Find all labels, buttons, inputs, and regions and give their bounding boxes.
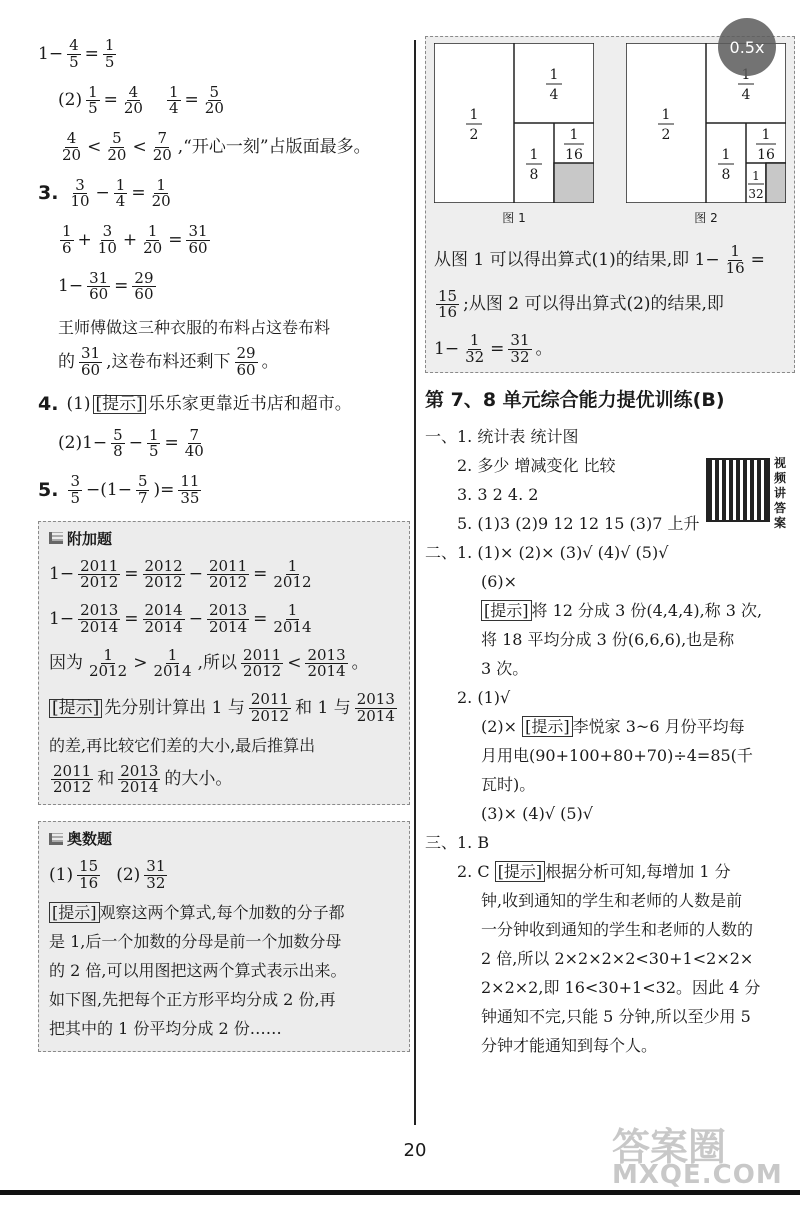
answer-line: $\frac{1}{6}$ + $\frac{3}{10}$ + $\frac{1}{20}$ = $\frac{31}{60}$ <box>62 222 208 257</box>
fraction: $\frac{11}{35}$ <box>180 472 200 507</box>
fraction: $\frac{1}{5}$ <box>104 36 115 71</box>
question-3: 3. $\frac{3}{10}$ − $\frac{1}{4}$ = $\frac{1}{20}$ <box>38 175 171 211</box>
answer-line: 1− $\frac{2011}{2012}$ = $\frac{2012}{2012}$ − $\frac{2011}{2012}$ = $\frac{1}{2012}$ <box>49 556 312 592</box>
fraction: $\frac{4}{20}$ <box>62 129 82 164</box>
hint-text: 如下图,先把每个正方形平均分成 2 份,再 <box>49 989 336 1009</box>
hint-text: 2. C [提示] 根据分析可知,每增加 1 分 <box>457 861 731 881</box>
hint-text: 月用电(90+100+80+70)÷4=85(千 <box>481 745 753 765</box>
bottom-rule <box>0 1190 800 1195</box>
answer-text: 王师傅做这三种衣服的布料占这卷布料 <box>58 318 331 337</box>
hint-text: 将 18 平均分成 3 份(6,6,6),也是称 <box>481 629 735 649</box>
answer-line: 1− $\frac{4}{5}$ = $\frac{1}{5}$ <box>38 36 115 71</box>
fraction: $\frac{2013}{2014}$ <box>80 601 119 636</box>
fraction: $\frac{31}{32}$ <box>510 331 530 366</box>
answer-line: 二、1. (1)× (2)× (3)√ (4)√ (5)√ <box>425 542 669 562</box>
svg-text:16: 16 <box>757 147 775 163</box>
hint-text: 钟,收到通知的学生和老师的人数是前 <box>481 890 743 910</box>
fraction: $\frac{2014}{2014}$ <box>144 601 183 636</box>
svg-text:8: 8 <box>721 167 731 183</box>
answer-line: 5. (1)3 (2)9 12 12 15 (3)7 上升 <box>457 513 700 533</box>
hint-text: 钟通知不完,只能 5 分钟,所以至少用 5 <box>481 1006 751 1026</box>
answer-line: 3. 3 2 4. 2 <box>457 484 539 504</box>
fraction: $\frac{1}{5}$ <box>88 82 98 118</box>
fraction: $\frac{7}{20}$ <box>152 129 172 164</box>
fraction: $\frac{31}{60}$ <box>188 222 208 257</box>
svg-text:1: 1 <box>721 147 731 163</box>
fraction: $\frac{5}{20}$ <box>107 129 127 164</box>
answer-line: (1) $\frac{15}{16}$ (2) $\frac{31}{32}$ <box>49 857 166 892</box>
chart-icon <box>49 833 63 845</box>
fraction: $\frac{2013}{2014}$ <box>307 645 346 681</box>
fraction: $\frac{2011}{2012}$ <box>243 645 282 681</box>
section-title: 第 7、8 单元综合能力提优训练(B) <box>425 388 725 411</box>
fraction: $\frac{29}{60}$ <box>236 344 256 379</box>
svg-text:4: 4 <box>741 87 751 103</box>
figure-explanation: 1− $\frac{1}{32}$ = $\frac{31}{32}$ 。 <box>434 331 553 366</box>
answer-line: (3)× (4)√ (5)√ <box>481 803 593 823</box>
answer-line: $\frac{4}{20}$ < $\frac{5}{20}$ < $\frac{7}{20}$ ,“开心一刻”占版面最多。 <box>62 129 371 164</box>
hint-tag: [提示] <box>93 395 146 414</box>
answer-line: 2. (1)√ <box>457 687 511 707</box>
fraction: $\frac{15}{16}$ <box>79 857 99 892</box>
svg-text:1: 1 <box>529 147 539 163</box>
right-column <box>425 28 795 1060</box>
box-title: 奥数题 <box>49 828 399 849</box>
square-division-diagram-1 <box>434 43 594 203</box>
fraction: $\frac{31}{60}$ <box>81 344 101 379</box>
fraction: $\frac{2011}{2012}$ <box>250 690 290 725</box>
question-4: 4. (1) [提示] 乐乐家更靠近书店和超市。 <box>38 392 352 415</box>
watermark: 答案圈 <box>612 1125 727 1169</box>
svg-text:4: 4 <box>549 87 559 103</box>
playback-speed-badge[interactable]: 0.5x <box>718 18 776 76</box>
hint-text: 2 倍,所以 2×2×2×2<30+1<2×2× <box>481 948 754 968</box>
svg-text:2: 2 <box>469 127 479 143</box>
figure-explanation: 从图 1 可以得出算式(1)的结果,即 1− $\frac{1}{16}$ = <box>434 242 765 277</box>
svg-text:1: 1 <box>761 127 771 143</box>
svg-text:1: 1 <box>549 67 559 83</box>
watermark-url: MXQE.COM <box>612 1160 783 1190</box>
hint-text: 的 2 倍,可以用图把这两个算式表示出来。 <box>49 960 347 980</box>
hint-tag: [提示] <box>522 716 573 737</box>
hint-line: $\frac{2011}{2012}$ 和 $\frac{2013}{2014}$ 的大小。 <box>53 761 233 797</box>
answer-line: (2) $\frac{1}{5}$ = $\frac{4}{20}$ $\frac{1}{4}$ = $\frac{5}{20}$ <box>58 82 224 118</box>
figure-1 <box>434 43 594 226</box>
answer-line: (6)× <box>481 571 518 591</box>
fraction: $\frac{3}{10}$ <box>70 175 90 211</box>
column-divider <box>414 40 416 1125</box>
olympiad-question-box <box>38 821 410 1052</box>
fraction: $\frac{1}{2012}$ <box>273 556 312 592</box>
svg-text:1: 1 <box>661 107 671 123</box>
answer-line: (2)1− $\frac{5}{8}$ − $\frac{1}{5}$ = $\frac{7}{40}$ <box>58 425 204 461</box>
svg-text:2: 2 <box>661 127 671 143</box>
fraction: $\frac{7}{40}$ <box>184 425 204 461</box>
fraction: $\frac{3}{5}$ <box>70 472 80 507</box>
answer-line: 因为 $\frac{1}{2012}$ > $\frac{1}{2014}$ ,所以 $\frac{2011}{2012}$ < $\frac{2013}{2014}$ 。 <box>49 645 369 681</box>
fraction: $\frac{3}{10}$ <box>97 222 117 257</box>
fraction: $\frac{2013}{2014}$ <box>356 690 395 725</box>
fraction: $\frac{2013}{2014}$ <box>208 601 248 636</box>
figure-explanation: $\frac{15}{16}$ ;从图 2 可以得出算式(2)的结果,即 <box>438 286 724 322</box>
hint-tag: [提示] <box>481 600 532 621</box>
hint-text: (2)× [提示] 李悦家 3~6 月份平均每 <box>481 716 745 736</box>
fraction: $\frac{1}{20}$ <box>143 222 163 257</box>
hint-tag: [提示] <box>49 902 100 923</box>
fraction: $\frac{1}{32}$ <box>465 331 485 366</box>
hint-text: 是 1,后一个加数的分母是前一个加数分母 <box>49 931 342 951</box>
hint-text: [提示] 观察这两个算式,每个加数的分子都 <box>49 898 399 927</box>
svg-text:1: 1 <box>569 127 579 143</box>
fraction: $\frac{1}{20}$ <box>151 175 171 211</box>
fraction: $\frac{4}{5}$ <box>69 36 79 71</box>
answer-line: 1− $\frac{2013}{2014}$ = $\frac{2014}{2014}$ − $\frac{2013}{2014}$ = $\frac{1}{2014}$ <box>49 601 312 636</box>
bonus-question-box <box>38 521 410 806</box>
box-title: 附加题 <box>49 528 399 549</box>
hint-tag: [提示] <box>49 699 102 718</box>
fraction: $\frac{2011}{2012}$ <box>53 761 92 797</box>
fraction: $\frac{1}{16}$ <box>725 242 745 277</box>
fraction: $\frac{31}{32}$ <box>146 857 166 892</box>
qr-code-icon[interactable] <box>706 458 770 522</box>
fraction: $\frac{1}{4}$ <box>115 175 126 211</box>
left-column <box>38 28 410 1052</box>
fraction: $\frac{4}{20}$ <box>123 82 143 118</box>
hint-text: 3 次。 <box>481 658 529 678</box>
fraction: $\frac{29}{60}$ <box>134 268 154 304</box>
fraction: $\frac{2011}{2012}$ <box>208 556 248 592</box>
chart-icon <box>49 532 63 544</box>
fraction: $\frac{1}{2014}$ <box>273 601 312 636</box>
figure-caption: 图 2 <box>694 211 718 225</box>
answer-line: 一、1. 统计表 统计图 <box>425 426 579 446</box>
svg-text:1: 1 <box>752 169 760 183</box>
qr-label: 视频讲答案 <box>774 456 787 530</box>
fraction: $\frac{31}{60}$ <box>89 268 109 304</box>
fraction: $\frac{2012}{2012}$ <box>144 556 183 592</box>
hint-text: 2×2×2,即 16<30+1<32。因此 4 分 <box>481 977 761 997</box>
svg-text:1: 1 <box>469 107 479 123</box>
hint-text: 把其中的 1 份平均分成 2 份…… <box>49 1018 282 1038</box>
hint-text: 分钟才能通知到每个人。 <box>481 1035 658 1055</box>
fraction: $\frac{1}{4}$ <box>168 82 179 118</box>
svg-text:8: 8 <box>529 167 539 183</box>
answer-line: 2. 多少 增减变化 比较 <box>457 455 616 475</box>
fraction: $\frac{1}{6}$ <box>62 222 72 257</box>
figure-caption: 图 1 <box>502 211 526 225</box>
fraction: $\frac{5}{20}$ <box>204 82 224 118</box>
hint-line: [提示] 先分别计算出 1 与 $\frac{2011}{2012}$ 和 1 与 $\frac{2013}{2014}$ <box>49 692 399 725</box>
figure-area <box>425 36 795 373</box>
fraction: $\frac{15}{16}$ <box>438 286 458 322</box>
hint-text: 一分钟收到通知的学生和老师的人数的 <box>481 919 754 939</box>
hint-text: 的差,再比较它们差的大小,最后推算出 <box>49 735 316 755</box>
fraction: $\frac{5}{8}$ <box>113 425 123 461</box>
answer-line: 的 $\frac{31}{60}$ ,这卷布料还剩下 $\frac{29}{60}$ 。 <box>58 344 279 379</box>
question-5: 5. $\frac{3}{5}$ −(1− $\frac{5}{7}$ )= $\frac{11}{35}$ <box>38 472 200 507</box>
answer-line: 1− $\frac{31}{60}$ = $\frac{29}{60}$ <box>58 268 154 304</box>
hint-tag: [提示] <box>495 861 546 882</box>
fraction: $\frac{1}{2014}$ <box>153 645 192 681</box>
svg-text:16: 16 <box>565 147 583 163</box>
hint-text: [提示] 将 12 分成 3 份(4,4,4),称 3 次, <box>425 596 795 625</box>
fraction: $\frac{5}{7}$ <box>137 472 148 507</box>
answer-line: 三、1. B <box>425 832 490 852</box>
hint-text: 瓦时)。 <box>481 774 536 794</box>
page-number: 20 <box>403 1140 427 1161</box>
svg-text:32: 32 <box>748 187 764 201</box>
fraction: $\frac{2013}{2014}$ <box>120 761 159 797</box>
fraction: $\frac{1}{2012}$ <box>89 645 128 681</box>
fraction: $\frac{2011}{2012}$ <box>80 556 119 592</box>
fraction: $\frac{1}{5}$ <box>148 425 159 461</box>
